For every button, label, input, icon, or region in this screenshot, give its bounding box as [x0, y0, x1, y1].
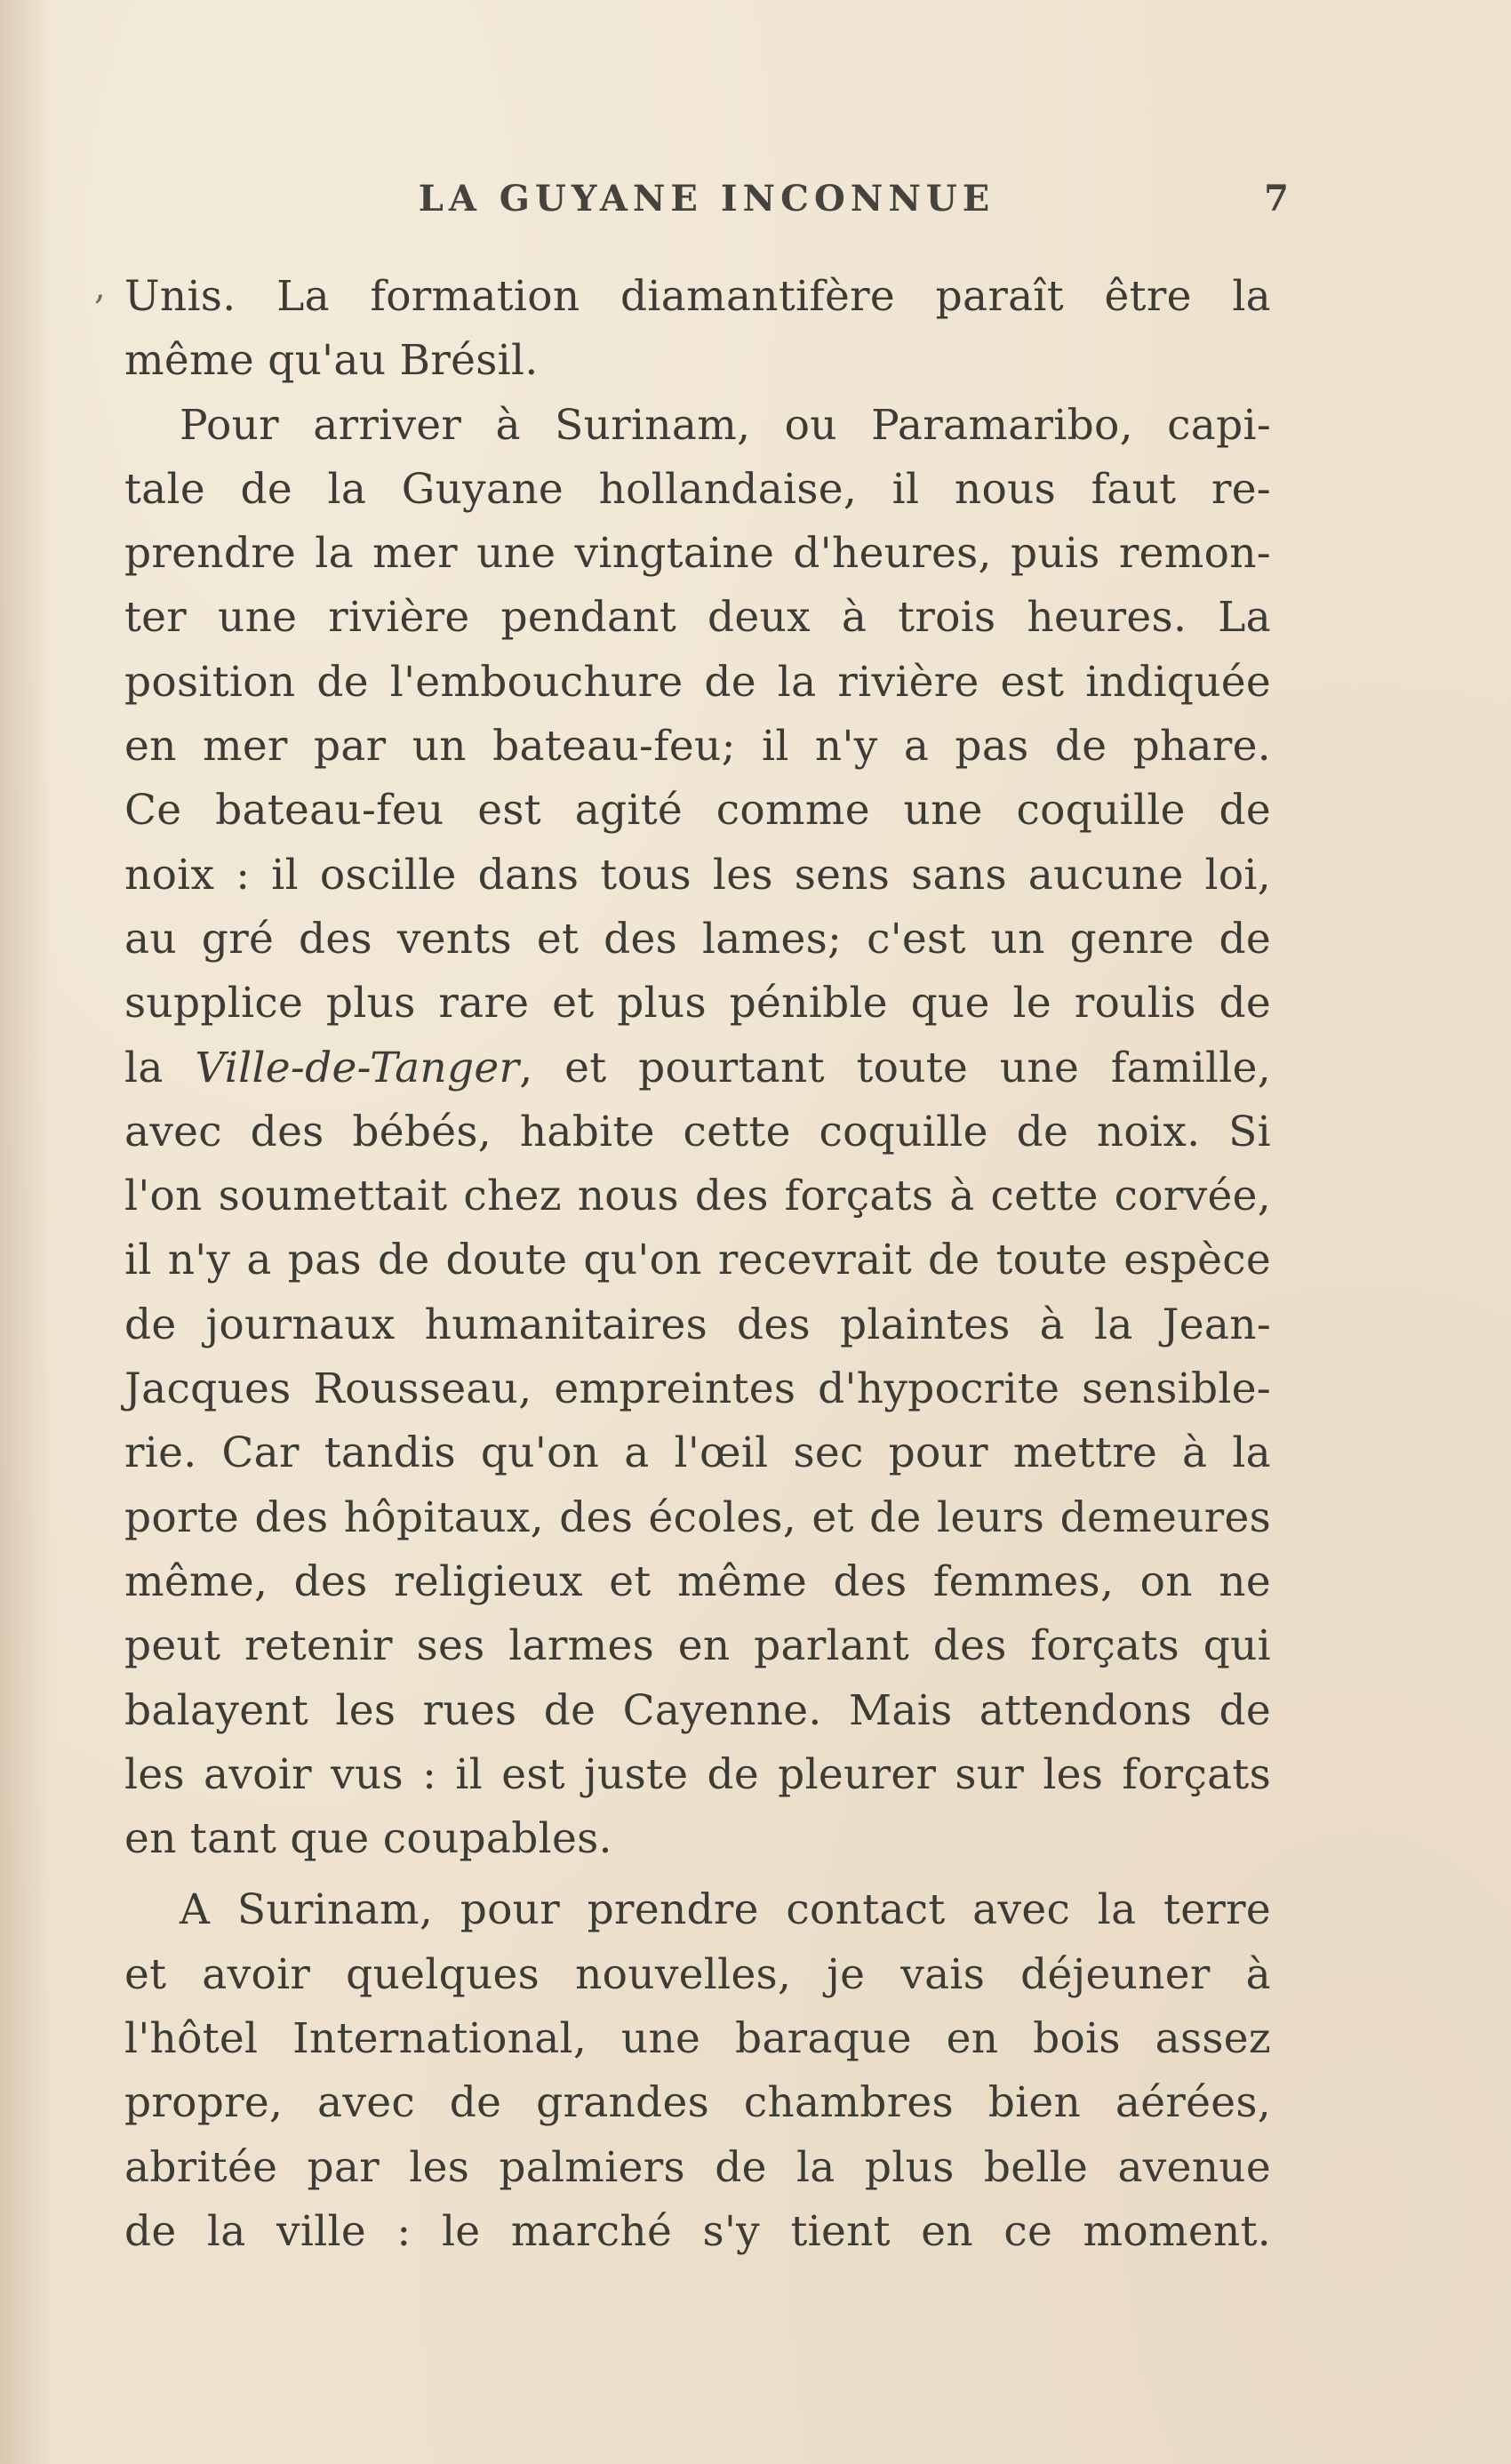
text-line — [124, 1036, 1271, 1100]
body-text — [124, 265, 1271, 2264]
text-line: l'on soumettait chez nous des forçats à cette corvée, — [124, 1172, 1271, 1221]
text-line: au gré des vents et des lames; c'est un genre de — [124, 914, 1271, 964]
page-header — [124, 178, 1289, 231]
text-line: avec des bébés, habite cette coquille de noix. Si — [124, 1107, 1271, 1156]
text-line: A Surinam, pour prendre contact avec la terre — [180, 1885, 1271, 1935]
text-line: peut retenir ses larmes en parlant des forçats qui — [124, 1621, 1271, 1671]
text-line: il n'y a pas de doute qu'on recevrait de toute espèce — [124, 1236, 1271, 1285]
page-number: 7 — [1264, 178, 1289, 220]
text-line: Ce bateau-feu est agité comme une coquille de — [124, 786, 1271, 836]
paragraph-gap — [124, 1871, 1271, 1878]
margin-mark: , — [94, 267, 106, 308]
text-line: noix : il oscille dans tous les sens sans aucune loi, — [124, 850, 1271, 900]
text-line: balayent les rues de Cayenne. Mais attendons de — [124, 1685, 1271, 1735]
text-fragment: la — [124, 1043, 196, 1092]
text-line: propre, avec de grandes chambres bien aérées, — [124, 2078, 1271, 2128]
text-line: supplice plus rare et plus pénible que le roulis de — [124, 979, 1271, 1028]
text-line: abritée par les palmiers de la plus belle avenue — [124, 2142, 1271, 2192]
text-line: ter une rivière pendant deux à trois heures. La — [124, 593, 1271, 643]
text-line: rie. Car tandis qu'on a l'œil sec pour mettre à la — [124, 1428, 1271, 1478]
text-line: position de l'embouchure de la rivière est indiquée — [124, 657, 1271, 707]
text-line: et avoir quelques nouvelles, je vais déjeuner à — [124, 1949, 1271, 1999]
text-line: en tant que coupables. — [124, 1814, 612, 1864]
text-line: Jacques Rousseau, empreintes d'hypocrite sensible- — [124, 1364, 1271, 1414]
running-title: LA GUYANE INCONNUE — [418, 178, 995, 220]
text-fragment: , et pourtant toute une famille, — [519, 1043, 1271, 1092]
text-line: de la ville : le marché s'y tient en ce moment. — [124, 2206, 1271, 2256]
text-line: les avoir vus : il est juste de pleurer sur les forçats — [124, 1749, 1271, 1799]
text-line: Pour arriver à Surinam, ou Paramaribo, capi- — [180, 400, 1271, 450]
ship-name: Ville-de-Tanger — [195, 1043, 520, 1092]
text-line: en mer par un bateau-feu; il n'y a pas de phare. — [124, 722, 1271, 772]
text-line: même, des religieux et même des femmes, on ne — [124, 1556, 1271, 1606]
text-line: prendre la mer une vingtaine d'heures, puis remon- — [124, 529, 1271, 579]
text-line: Unis. La formation diamantifère paraît être la — [124, 272, 1271, 321]
text-line: même qu'au Brésil. — [124, 336, 539, 386]
text-line: de journaux humanitaires des plaintes à la Jean- — [124, 1300, 1271, 1349]
text-line: tale de la Guyane hollandaise, il nous faut re- — [124, 464, 1271, 514]
text-line: porte des hôpitaux, des écoles, et de leurs demeures — [124, 1492, 1271, 1542]
text-line: l'hôtel International, une baraque en bois assez — [124, 2014, 1271, 2064]
